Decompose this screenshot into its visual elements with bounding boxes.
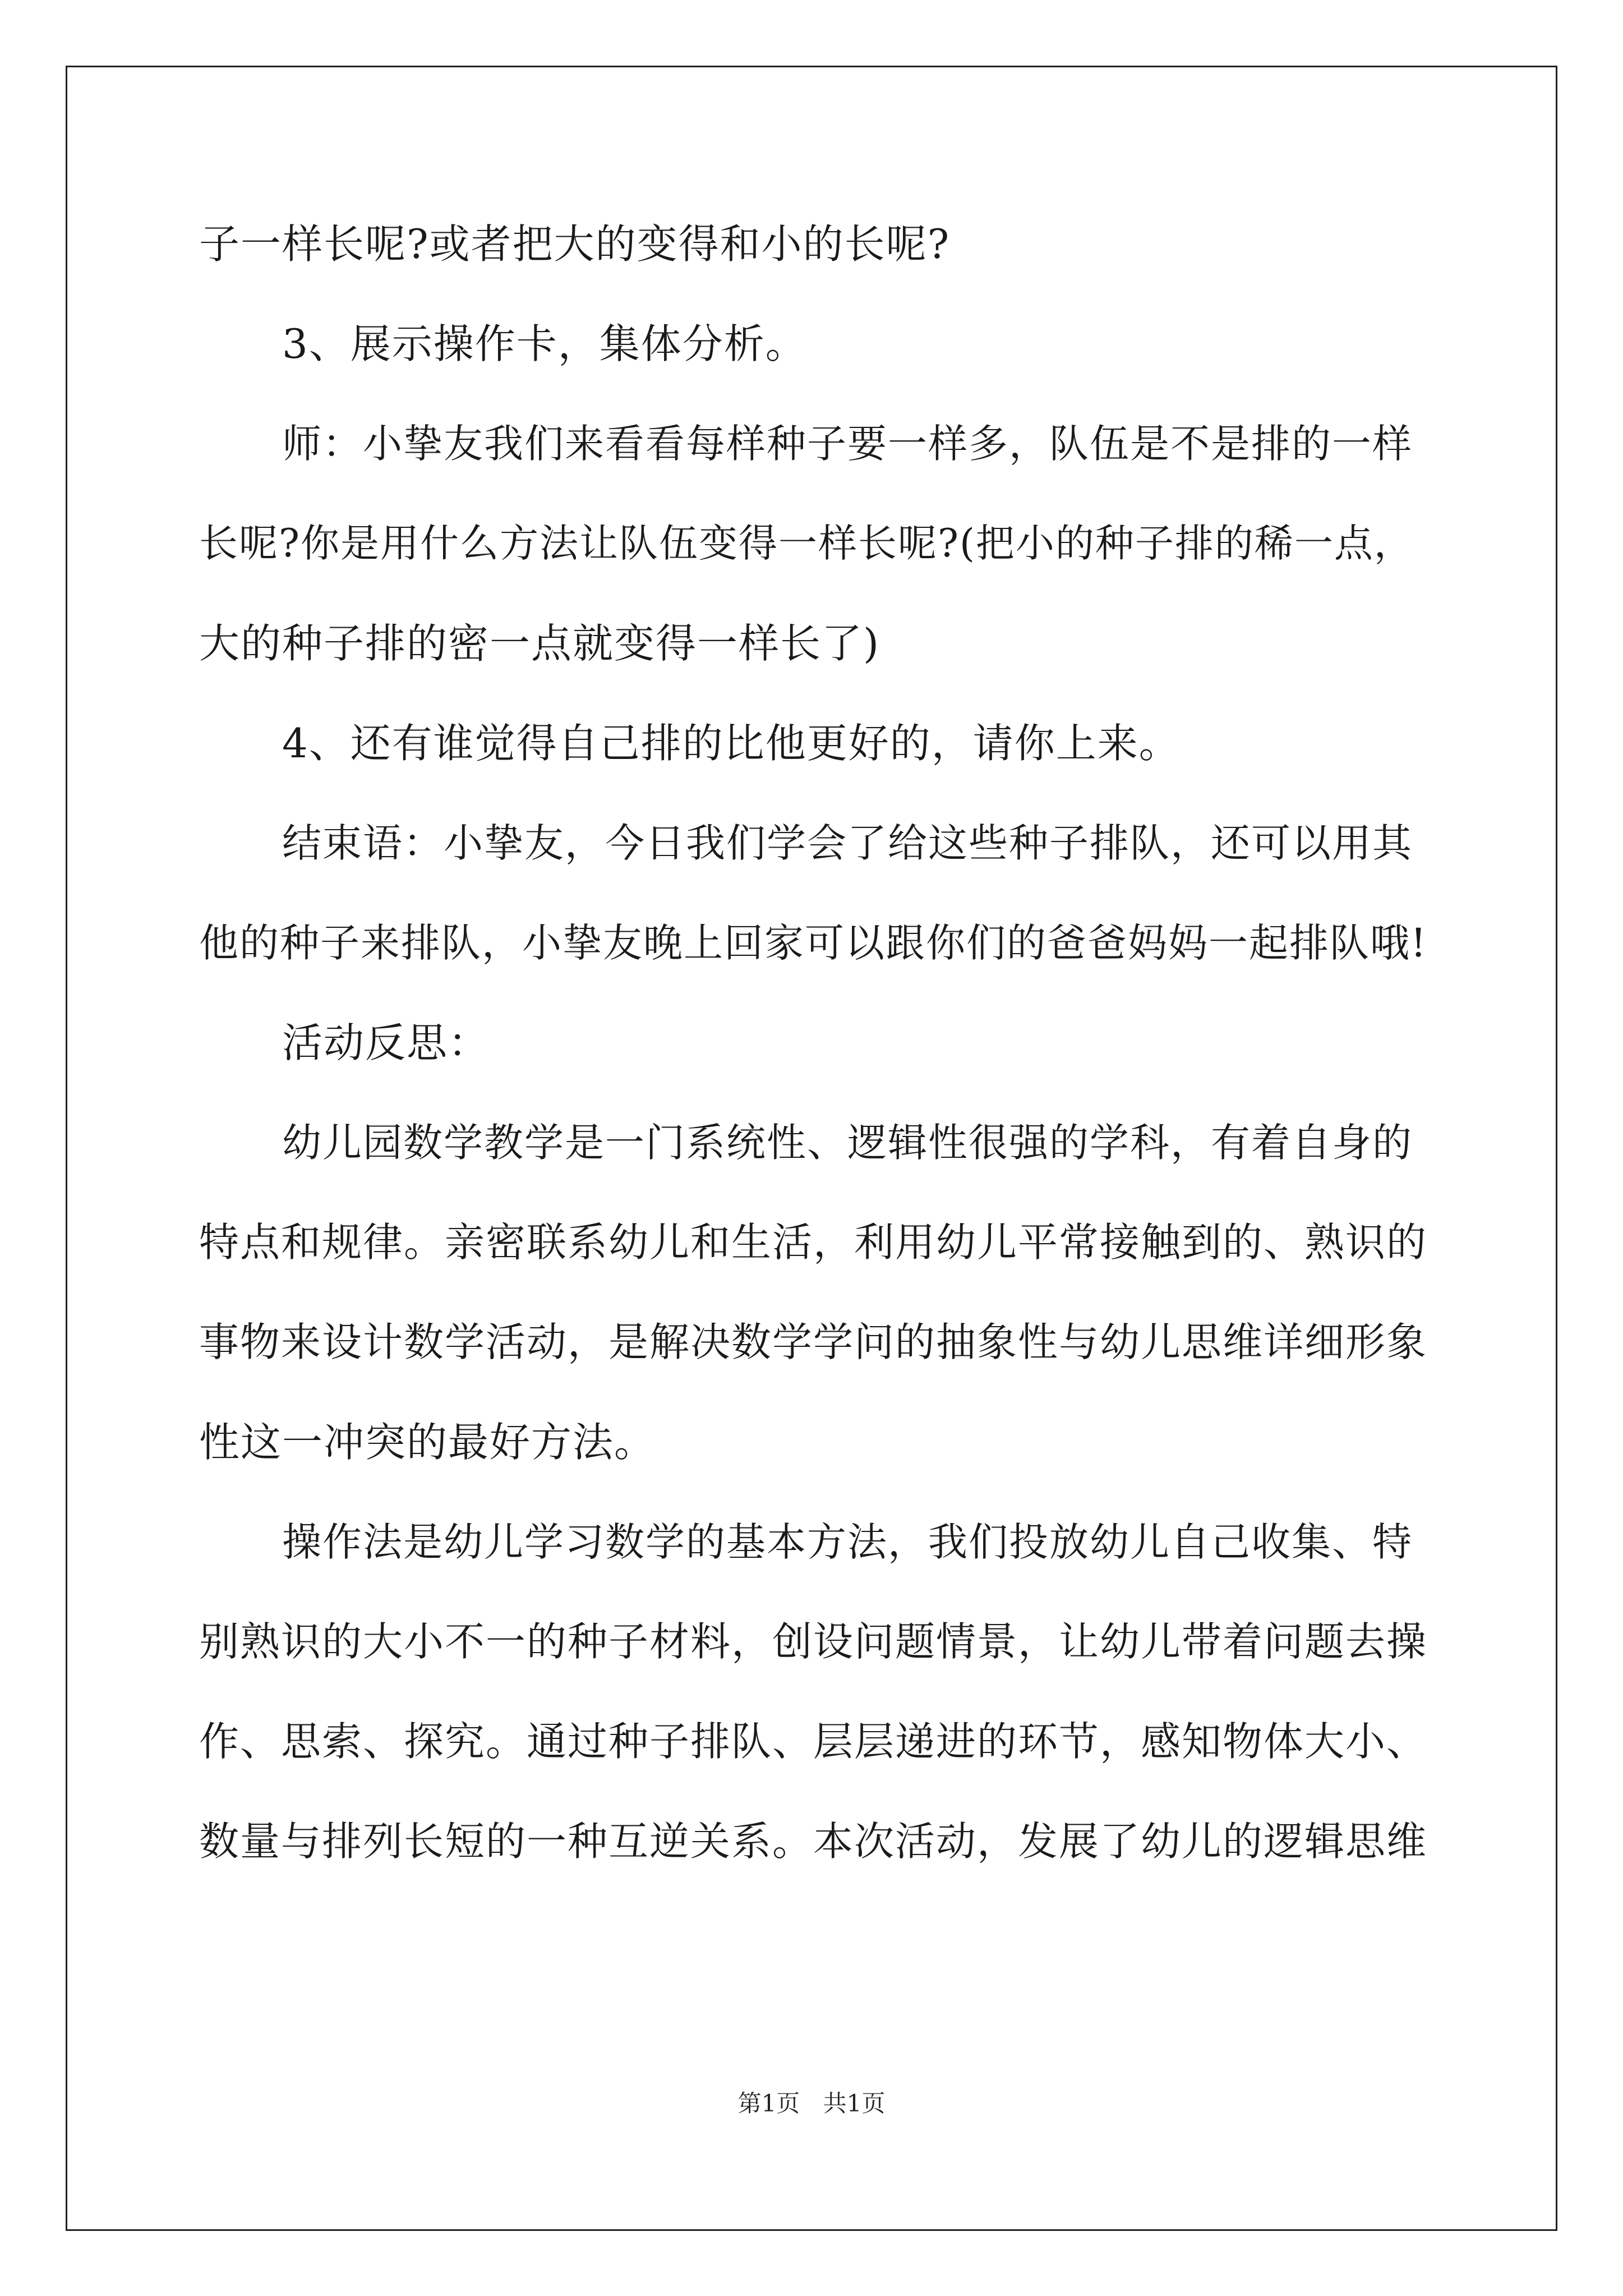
page-total: 共1页: [823, 2090, 886, 2117]
page-footer: [0, 2087, 1623, 2120]
text-line: 别熟识的大小不一的种子材料，创设问题情景，让幼儿带着问题去操: [199, 1618, 1428, 1665]
text-line: 事物来设计数学活动，是解决数学学问的抽象性与幼儿思维详细形象: [199, 1319, 1428, 1365]
page-number: 第1页: [737, 2090, 800, 2117]
text-line: 结束语：小挚友，今日我们学会了给这些种子排队，还可以用其: [282, 820, 1413, 866]
text-line: 3、展示操作卡，集体分析。: [282, 320, 807, 367]
text-line: 他的种子来排队，小挚友晚上回家可以跟你们的爸爸妈妈一起排队哦!: [199, 920, 1428, 966]
text-line: 特点和规律。亲密联系幼儿和生活，利用幼儿平常接触到的、熟识的: [199, 1219, 1428, 1266]
text-line: 活动反思：: [282, 1019, 490, 1066]
text-line: 大的种子排的密一点就变得一样长了): [199, 620, 880, 667]
text-line: 师：小挚友我们来看看每样种子要一样多，队伍是不是排的一样: [282, 421, 1413, 467]
text-line: 4、还有谁觉得自己排的比他更好的，请你上来。: [282, 720, 1181, 767]
text-line: 操作法是幼儿学习数学的基本方法，我们投放幼儿自己收集、特: [282, 1519, 1413, 1565]
text-line: 作、思索、探究。通过种子排队、层层递进的环节，感知物体大小、: [199, 1718, 1428, 1765]
text-line: 数量与排列长短的一种互逆关系。本次活动，发展了幼儿的逻辑思维: [199, 1818, 1428, 1865]
text-line: 幼儿园数学教学是一门系统性、逻辑性很强的学科，有着自身的: [282, 1120, 1413, 1166]
text-line: 性这一冲突的最好方法。: [199, 1419, 656, 1466]
text-line: 子一样长呢?或者把大的变得和小的长呢?: [199, 220, 951, 268]
text-line: 长呢?你是用什么方法让队伍变得一样长呢?(把小的种子排的稀一点，: [199, 521, 1414, 566]
